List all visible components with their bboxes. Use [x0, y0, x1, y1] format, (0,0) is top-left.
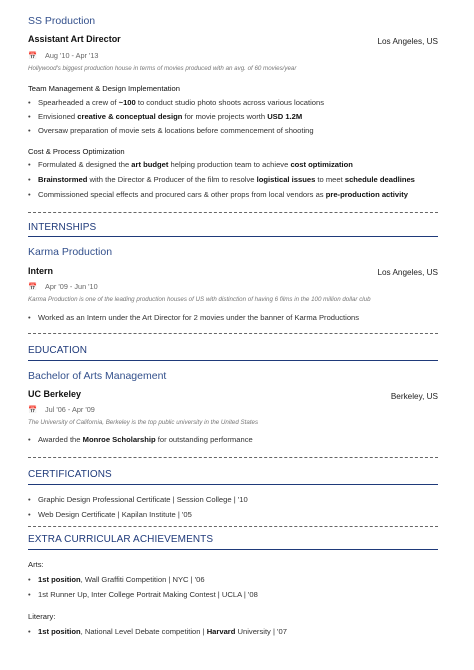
list-item: • Brainstormed with the Director & Producer of the film to resolve logistical issues to meet schedule deadlines — [28, 175, 415, 184]
section-rule — [28, 549, 438, 550]
list-item: • Worked as an Intern under the Art Director for 2 movies under the banner of Karma Productions — [28, 313, 360, 322]
calendar-icon: 📅 — [28, 51, 38, 60]
section-rule — [28, 360, 438, 361]
list-item: • Oversaw preparation of movie sets & locations before commencement of shooting — [28, 126, 314, 135]
list-item: • 1st position, National Level Debate competition | Harvard University | '07 — [28, 627, 287, 636]
list-item: • Awarded the Monroe Scholarship for outstanding performance — [28, 435, 253, 444]
company-name: SS Production — [28, 15, 96, 27]
subsection-title: Team Management & Design Implementation — [28, 84, 180, 93]
job-dates: 📅 Apr '09 - Jun '10 — [28, 282, 98, 291]
section-divider — [28, 333, 438, 334]
school-description: The University of California, Berkeley is the top public university in the United States — [28, 419, 259, 426]
job-dates: 📅 Aug '10 - Apr '13 — [28, 51, 99, 60]
list-item: • 1st position, Wall Graffiti Competition | NYC | '06 — [28, 575, 205, 584]
list-item: • Spearheaded a crew of ~100 to conduct studio photo shoots across various locations — [28, 98, 325, 107]
section-heading: CERTIFICATIONS — [28, 469, 112, 480]
company-name: Karma Production — [28, 246, 113, 258]
list-item: • Web Design Certificate | Kapilan Institute | '05 — [28, 510, 192, 519]
job-title: Assistant Art Director — [28, 34, 121, 44]
list-item: • 1st Runner Up, Inter College Portrait Making Contest | UCLA | '08 — [28, 590, 258, 599]
section-rule — [28, 236, 438, 237]
calendar-icon: 📅 — [28, 282, 38, 291]
company-description: Karma Production is one of the leading production houses of US with distinction of having 6 films in the 100 million dollar club — [28, 296, 371, 303]
education-dates: 📅 Jul '06 - Apr '09 — [28, 405, 95, 414]
school-name: UC Berkeley — [28, 389, 82, 399]
section-divider — [28, 212, 438, 213]
list-item: • Graphic Design Professional Certificate | Session College | '10 — [28, 495, 248, 504]
calendar-icon: 📅 — [28, 405, 38, 414]
school-location: Berkeley, US — [390, 392, 438, 401]
job-location: Los Angeles, US — [377, 268, 438, 277]
job-title: Intern — [28, 266, 54, 276]
company-description: Hollywood's biggest production house in terms of movies produced with an avg. of 60 movies/year — [28, 65, 297, 72]
list-item: • Formulated & designed the art budget helping production team to achieve cost optimization — [28, 160, 353, 169]
category-label: Arts: — [28, 560, 44, 569]
section-divider — [28, 457, 438, 458]
list-item: • Commissioned special effects and procured cars & other props from local vendors as pre-production activity — [28, 190, 408, 199]
section-heading: INTERNSHIPS — [28, 222, 97, 233]
section-rule — [28, 484, 438, 485]
degree-name: Bachelor of Arts Management — [28, 370, 167, 382]
subsection-title: Cost & Process Optimization — [28, 147, 125, 156]
section-divider — [28, 526, 438, 527]
section-heading: EXTRA CURRICULAR ACHIEVEMENTS — [28, 534, 214, 545]
section-heading: EDUCATION — [28, 345, 88, 356]
job-location: Los Angeles, US — [377, 37, 438, 46]
category-label: Literary: — [28, 612, 56, 621]
list-item: • Envisioned creative & conceptual design for movie projects worth USD 1.2M — [28, 112, 303, 121]
